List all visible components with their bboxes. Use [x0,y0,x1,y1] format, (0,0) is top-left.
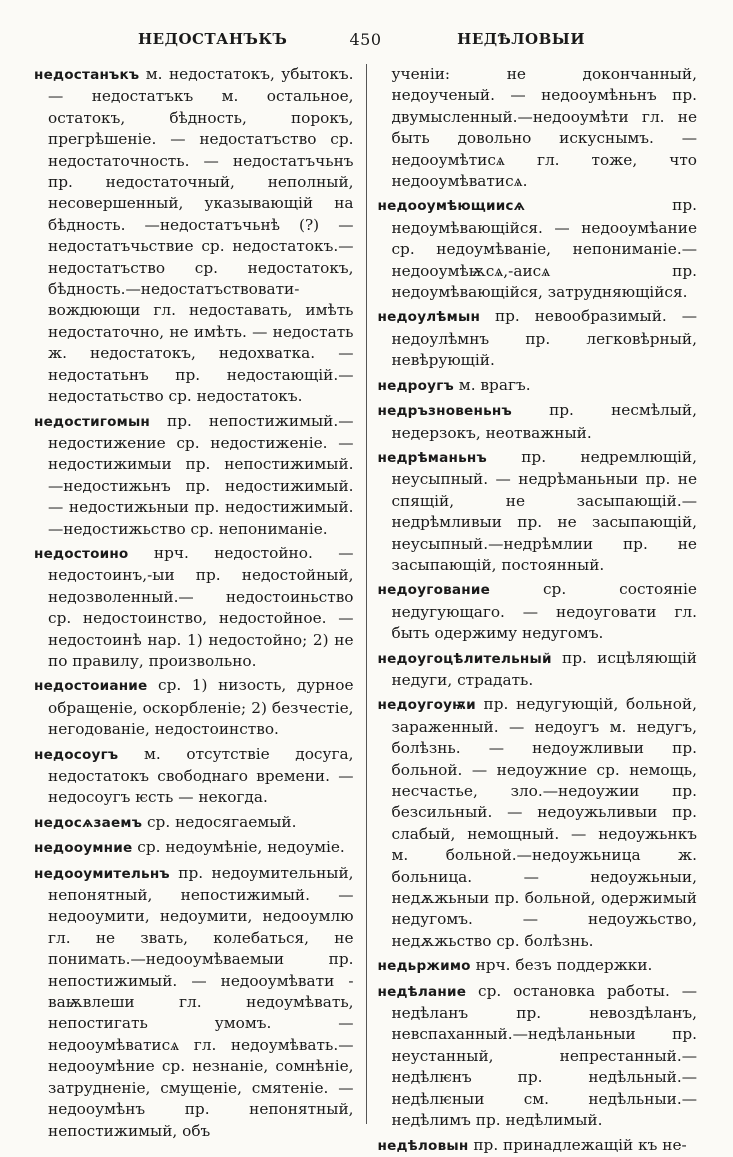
entry-definition: пр. непостижимый.— недостижение ср. недостиженіе. — недостижимыи пр. непостижимый. —недостижьнъ пр. недостижимый. — недостижьныи пр. недостижимый. —недостижьство ср. непониманіе. [48,411,354,538]
entry-headword: недоугование [377,582,491,599]
entry-headword: недооумѣющиисѧ [377,198,526,215]
dictionary-entry [34,744,354,809]
entry-headword: недооумние [34,840,133,857]
entry-headword: недостоино [34,545,129,562]
entry-headword: недостоиание [34,678,148,695]
dictionary-entry [377,375,697,397]
page-header [34,30,697,56]
right-column [371,64,697,1154]
entry-definition: пр. невообразимый. — недоулѣмнъ пр. легковѣрный, невѣрующій. [391,307,697,370]
dictionary-entry [377,981,697,1132]
dictionary-entry [34,64,354,408]
entry-definition: нрч. недостойно. — недостоинъ,-ыи пр. недостойный, недозволенный.— недостоиньство ср. недостоинство, недостойное. — недостоинѣ нар. 1) недостойно; 2) не по правилу, произвольно. [48,543,354,670]
entry-definition: пр. исцѣляющій недуги, страдать. [391,648,697,689]
entry-definition: ср. недосягаемый. [142,812,297,831]
dictionary-entry [377,447,697,576]
dictionary-entry [377,648,697,692]
page-number: 450 [349,30,382,49]
page-body [34,64,697,1154]
entry-definition: пр. недоумительный, непонятный, непостижимый. — недооумити, недоумити, недооумлю гл. не звать, колебаться, не понимать.—недооумѣваемыи пр. непостижимый. — недооумѣвати - ваѭвлеши гл. недоумѣвать, непостигать умомъ. — недооумѣватисѧ гл. недоумѣвать.—недооумѣние ср. незнаніе, сомнѣніе, затрудненіе, смущеніе, смятеніе. — недооумѣнъ пр. непонятный, непостижимый, объ [48,863,354,1140]
running-head-right: НЕДѢЛОВЫИ [457,30,585,48]
entry-definition: м. врагъ. [453,375,531,394]
entry-definition: ученіи: не докончанный, недоученый. — недооумѣньнъ пр. двумысленный.—недооумѣти гл. не быть довольно искуснымъ. — недооумѣтисѧ гл. тоже, что недооумѣватисѧ. [391,65,697,191]
entry-definition: ср. состояніе недугующаго. — недоуговати гл. быть одержиму недугомъ. [391,580,697,643]
running-head-left: НЕДОСТАНЪКЪ [138,30,288,48]
entry-headword: недостанъкъ [34,67,140,83]
dictionary-entry [377,955,697,977]
entry-headword: недьржимо [377,958,471,975]
dictionary-entry [34,837,354,859]
entry-definition: нрч. безъ поддержки. [470,956,653,975]
entry-definition: пр. недремлющій, неусыпный. — недрѣманьныи пр. не спящій, не засыпающій.—недрѣмливыи пр. не засыпающій, неусыпный.—недрѣмлии пр. не засыпающій, постоянный. [391,447,697,574]
dictionary-entry [377,579,697,644]
entry-definition: пр. принадлежащій къ не- [468,1135,687,1154]
left-column [34,64,362,1140]
entry-headword: недрѣманьнъ [377,449,487,466]
entry-headword: недѣлание [377,983,467,1000]
entry-headword: недоугоцѣлительный [377,650,552,667]
entry-headword: недръзновеньнъ [377,403,512,420]
entry-headword: недооумительнъ [34,865,170,882]
entry-definition: пр. недугующій, больной, зараженный. — недоугъ м. недугъ, болѣзнь. — недоужливыи пр. больной. — недоужние ср. немощь, несчастье, зло.—недоужии пр. безсильный. — недоужьливыи пр. слабый, немощный. — недоужьнкъ м. больной.—недоужьница ж. больница. — недоужьныи, недѫжьныи пр. больной, одержимый недугомъ. — недоужьство, недѫжьство ср. болѣзнь. [391,695,697,950]
dictionary-entry [377,64,697,192]
entry-headword: недосоугъ [34,746,119,763]
dictionary-entry [377,694,697,952]
dictionary-entry [34,543,354,672]
entry-headword: недѣловын [377,1137,469,1154]
entry-headword: недоулѣмын [377,309,481,326]
entry-headword: недоугоуѭи [377,697,476,714]
entry-definition: ср. недоумѣніе, недоуміе. [132,838,345,857]
dictionary-entry [34,411,354,540]
entry-definition: ср. 1) низость, дурное обращеніе, оскорбленіе; 2) безчестіе, негодованіе, недостоинство. [48,676,354,739]
entry-headword: недостигомын [34,413,151,430]
entry-headword: недроугъ [377,377,454,394]
dictionary-entry [34,812,354,834]
entry-definition: ср. остановка работы. — недѣланъ пр. невоздѣланъ, невспаханный.—недѣланьныи пр. неустанный, непрестанный.—недѣлѥнъ пр. недѣльный.—недѣлѥныи см. недѣльныи.— недѣлимъ пр. недѣлимый. [391,981,697,1130]
entry-definition: м. отсутствіе досуга, недостатокъ свободнаго времени. — недосоугъ ѥсть — некогда. [48,744,354,807]
entry-definition: пр. недоумѣвающійся. — недооумѣание ср. недоумѣваніе, непониманіе.—недооумѣѭсѧ,-аисѧ пр. недоумѣвающійся, затрудняющійся. [391,196,697,302]
entry-headword: недосѧзаемъ [34,814,143,831]
dictionary-entry [377,195,697,303]
column-divider [366,64,367,1124]
dictionary-entry [377,306,697,371]
entry-definition: м. недостатокъ, убытокъ. — недостатъкъ м. остальное, остатокъ, бѣдность, порокъ, прегрѣшеніе. — недостатъство ср. недостаточность. — недостатъчьнъ пр. недостаточный, неполный, несовершенный, указывающій на бѣдность. —недостатъчьнѣ (?) — недостатъчьствие ср. недостатокъ.— недостатъство ср. недостатокъ, бѣдность.—недостатъствовати-вождюющи гл. недоставать, имѣть недостаточно, не имѣть. — недостать ж. недостатокъ, недохватка. — недостатьнъ пр. недостающій.— недостатьство ср. недостатокъ. [48,65,354,406]
dictionary-entry [377,400,697,444]
dictionary-entry [34,863,354,1142]
dictionary-entry [34,675,354,740]
dictionary-entry [377,1135,697,1157]
entry-definition: пр. несмѣлый, недерзокъ, неотважный. [391,401,697,442]
